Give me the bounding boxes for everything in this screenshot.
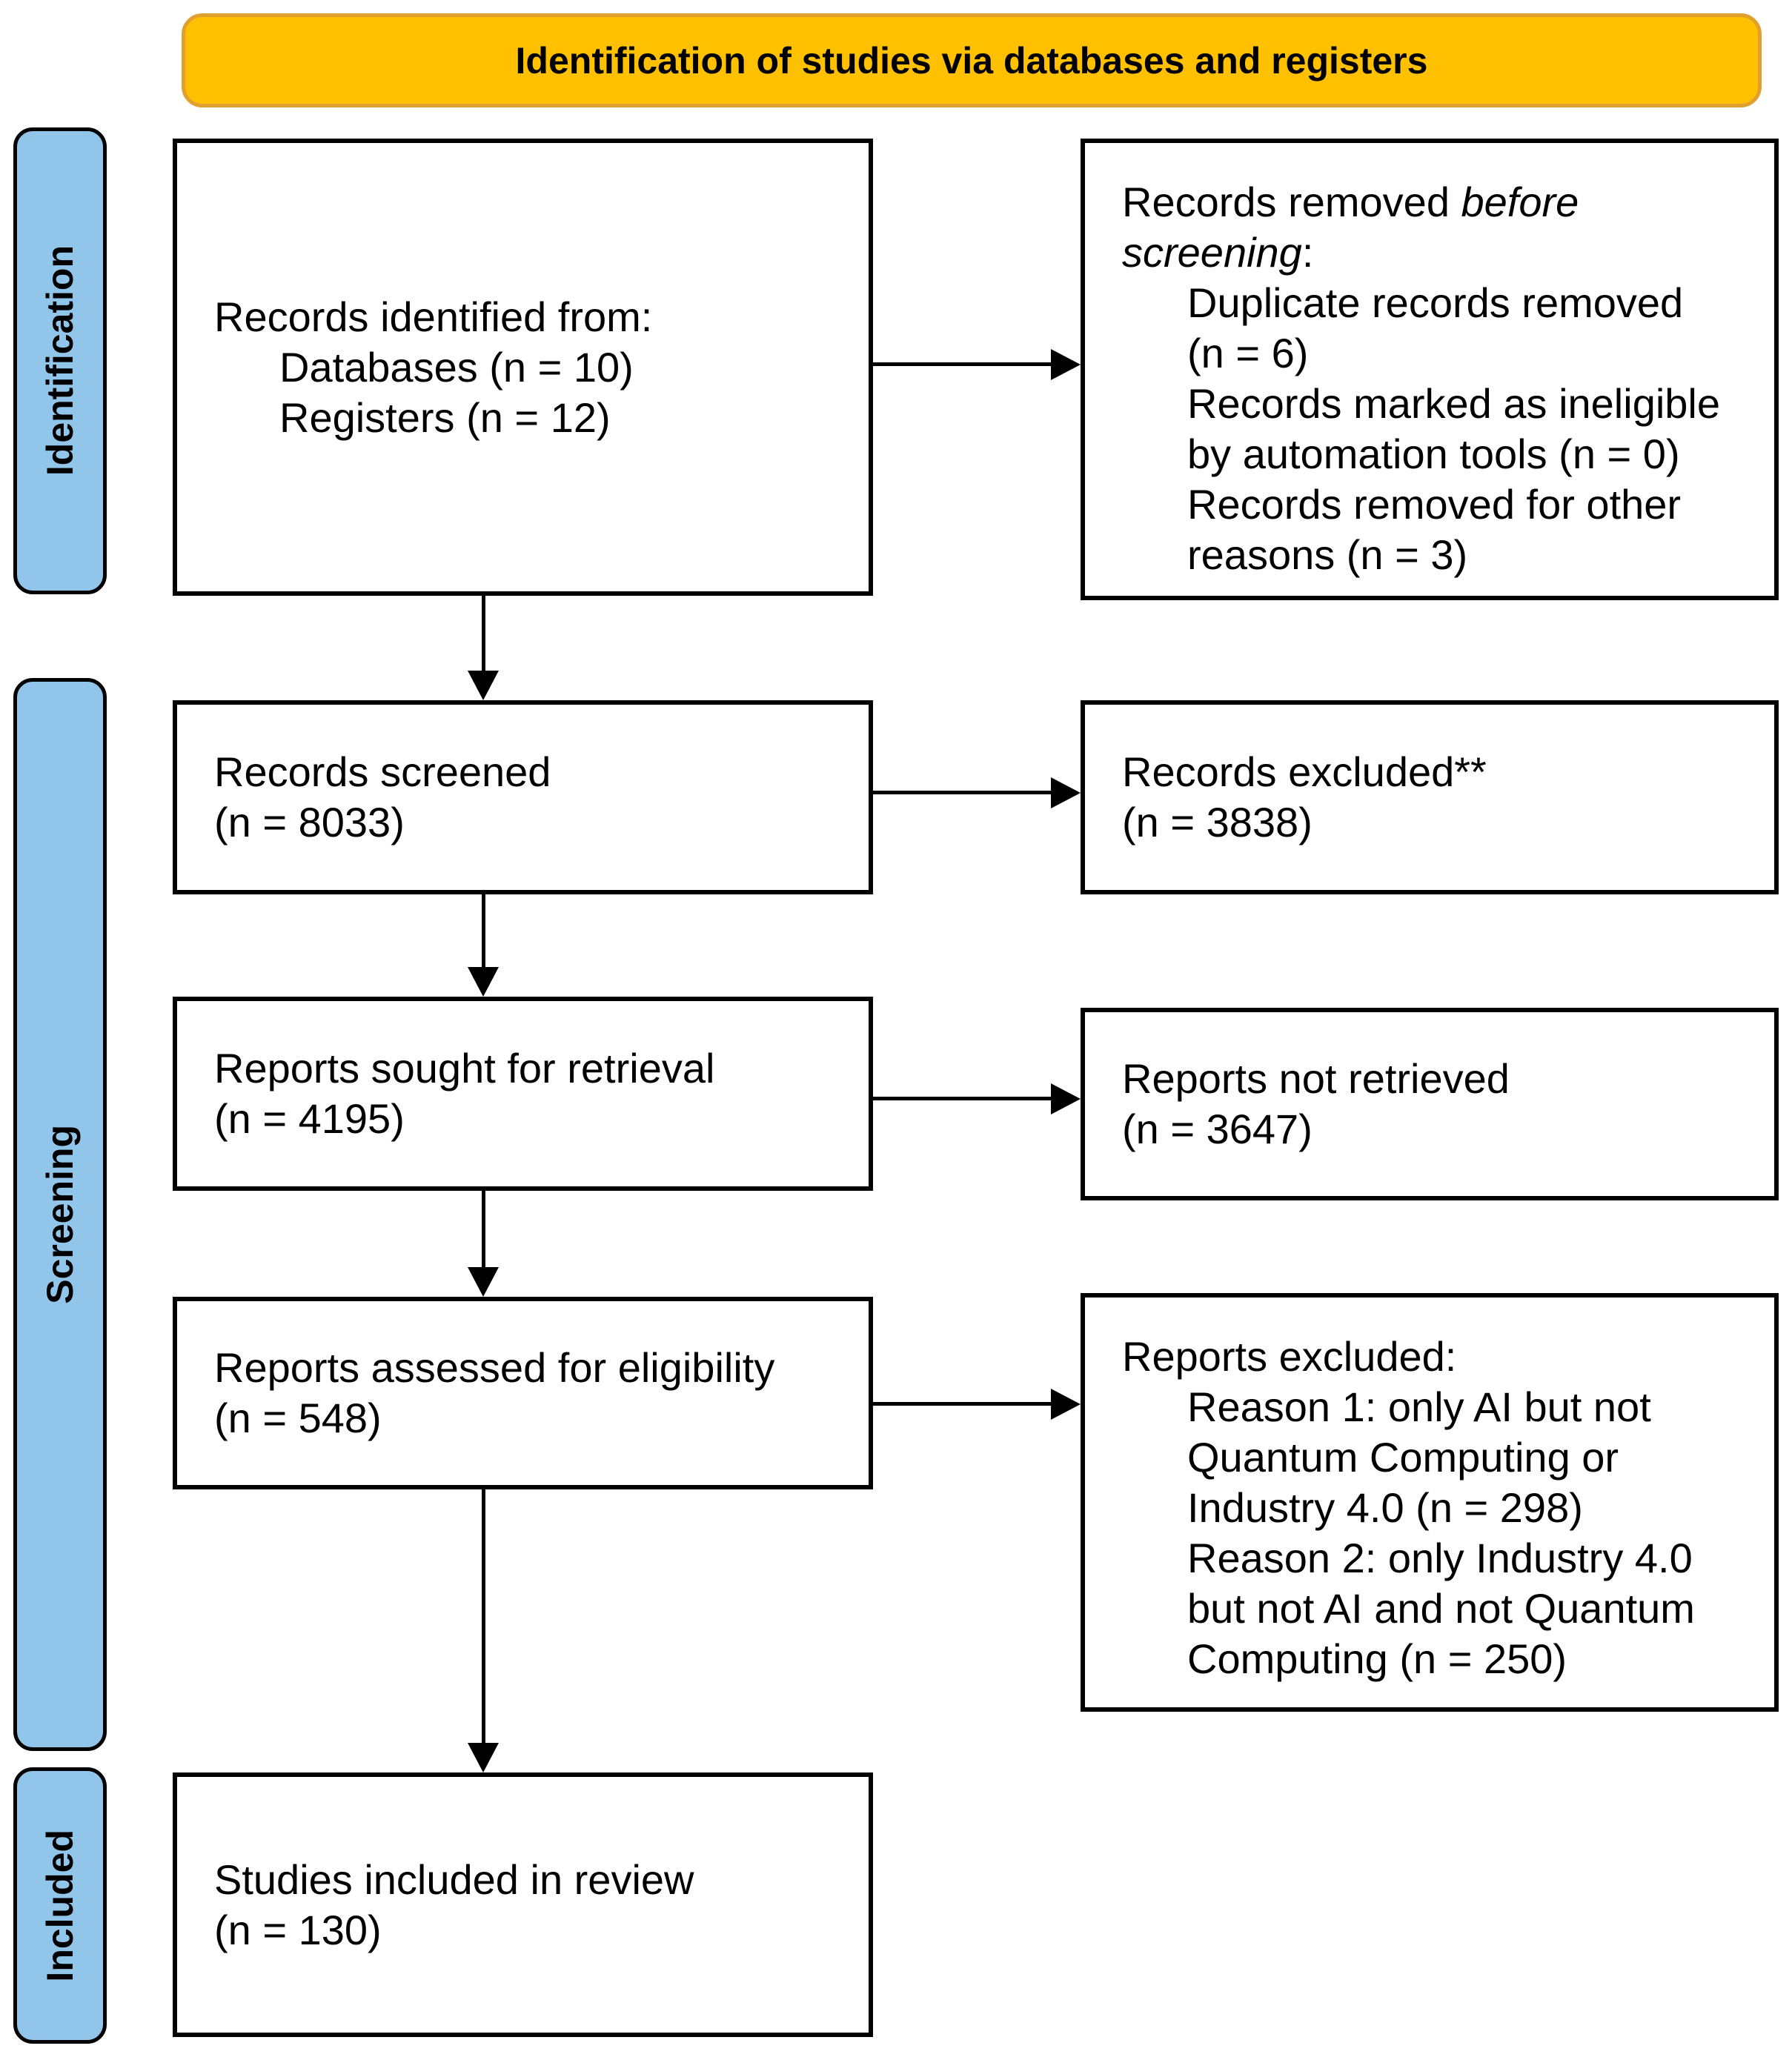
box-reports-assessed [173, 1297, 873, 1489]
header-title: Identification of studies via databases and registers [515, 39, 1428, 82]
records-identified-registers: Registers (n = 12) [279, 393, 611, 441]
records-removed-title-line1 [1122, 177, 1762, 227]
records-removed-duplicates: Duplicate records removed (n = 6) [1187, 279, 1684, 376]
box-reports-not-retrieved [1081, 1008, 1779, 1200]
studies-included-count: (n = 130) [214, 1906, 382, 1953]
arrow-down-icon [468, 1743, 499, 1772]
header-banner [182, 13, 1762, 107]
arrow-right-icon [1051, 349, 1081, 380]
box-records-removed [1081, 139, 1779, 600]
studies-included-label: Studies included in review [214, 1855, 694, 1903]
sidebar-included [13, 1767, 107, 2044]
records-excluded-label: Records excluded** [1122, 748, 1487, 795]
arrow-right-icon [1051, 1389, 1081, 1420]
box-reports-excluded [1081, 1293, 1779, 1712]
sidebar-screening-label: Screening [39, 1125, 81, 1304]
arrow-down-icon [468, 967, 499, 997]
box-records-screened [173, 700, 873, 894]
arrow-right-icon [1051, 1083, 1081, 1114]
reports-excluded-reason-2: Reason 2: only Industry 4.0 but not AI and not Quantum Computing (n = 250) [1187, 1535, 1695, 1682]
records-removed-automation: Records marked as ineligible by automation tools (n = 0) [1187, 380, 1721, 477]
arrow-down-icon [468, 671, 499, 700]
reports-assessed-label: Reports assessed for eligibility [214, 1344, 775, 1391]
records-identified-databases: Databases (n = 10) [279, 343, 634, 391]
records-screened-label: Records screened [214, 748, 551, 795]
records-removed-other: Records removed for other reasons (n = 3) [1187, 481, 1682, 578]
reports-sought-label: Reports sought for retrieval [214, 1045, 715, 1092]
records-removed-title-line2 [1122, 227, 1762, 278]
records-screened-count: (n = 8033) [214, 799, 405, 845]
records-excluded-count: (n = 3838) [1122, 799, 1313, 845]
connector-assessed-to-included [482, 1489, 485, 1743]
reports-not-retrieved-count: (n = 3647) [1122, 1106, 1313, 1152]
connector-sought-to-not-retrieved [873, 1097, 1051, 1100]
records-removed-title-colon: : [1301, 229, 1314, 276]
reports-assessed-count: (n = 548) [214, 1395, 382, 1441]
box-reports-sought [173, 997, 873, 1191]
connector-sought-to-assessed [482, 1191, 485, 1267]
records-removed-title-italic2: screening [1122, 229, 1302, 276]
box-records-identified [173, 139, 873, 596]
reports-excluded-reason-1: Reason 1: only AI but not Quantum Computing or Industry 4.0 (n = 298) [1187, 1383, 1651, 1531]
box-studies-included [173, 1772, 873, 2037]
sidebar-identification [13, 127, 107, 594]
records-removed-title-italic1: before [1461, 179, 1579, 225]
reports-excluded-title: Reports excluded: [1122, 1333, 1457, 1380]
reports-not-retrieved-label: Reports not retrieved [1122, 1055, 1510, 1102]
records-removed-title-plain: Records removed [1122, 179, 1461, 225]
sidebar-identification-label: Identification [39, 245, 81, 476]
connector-screened-to-sought [482, 894, 485, 967]
connector-screened-to-excluded [873, 791, 1051, 794]
connector-identified-to-removed [873, 362, 1051, 366]
records-identified-title: Records identified from: [214, 293, 653, 340]
connector-identified-to-screened [482, 596, 485, 671]
arrow-down-icon [468, 1267, 499, 1297]
arrow-right-icon [1051, 777, 1081, 808]
sidebar-screening [13, 678, 107, 1751]
reports-sought-count: (n = 4195) [214, 1095, 405, 1142]
box-records-excluded [1081, 700, 1779, 894]
connector-assessed-to-excluded [873, 1402, 1051, 1406]
sidebar-included-label: Included [39, 1829, 81, 1982]
